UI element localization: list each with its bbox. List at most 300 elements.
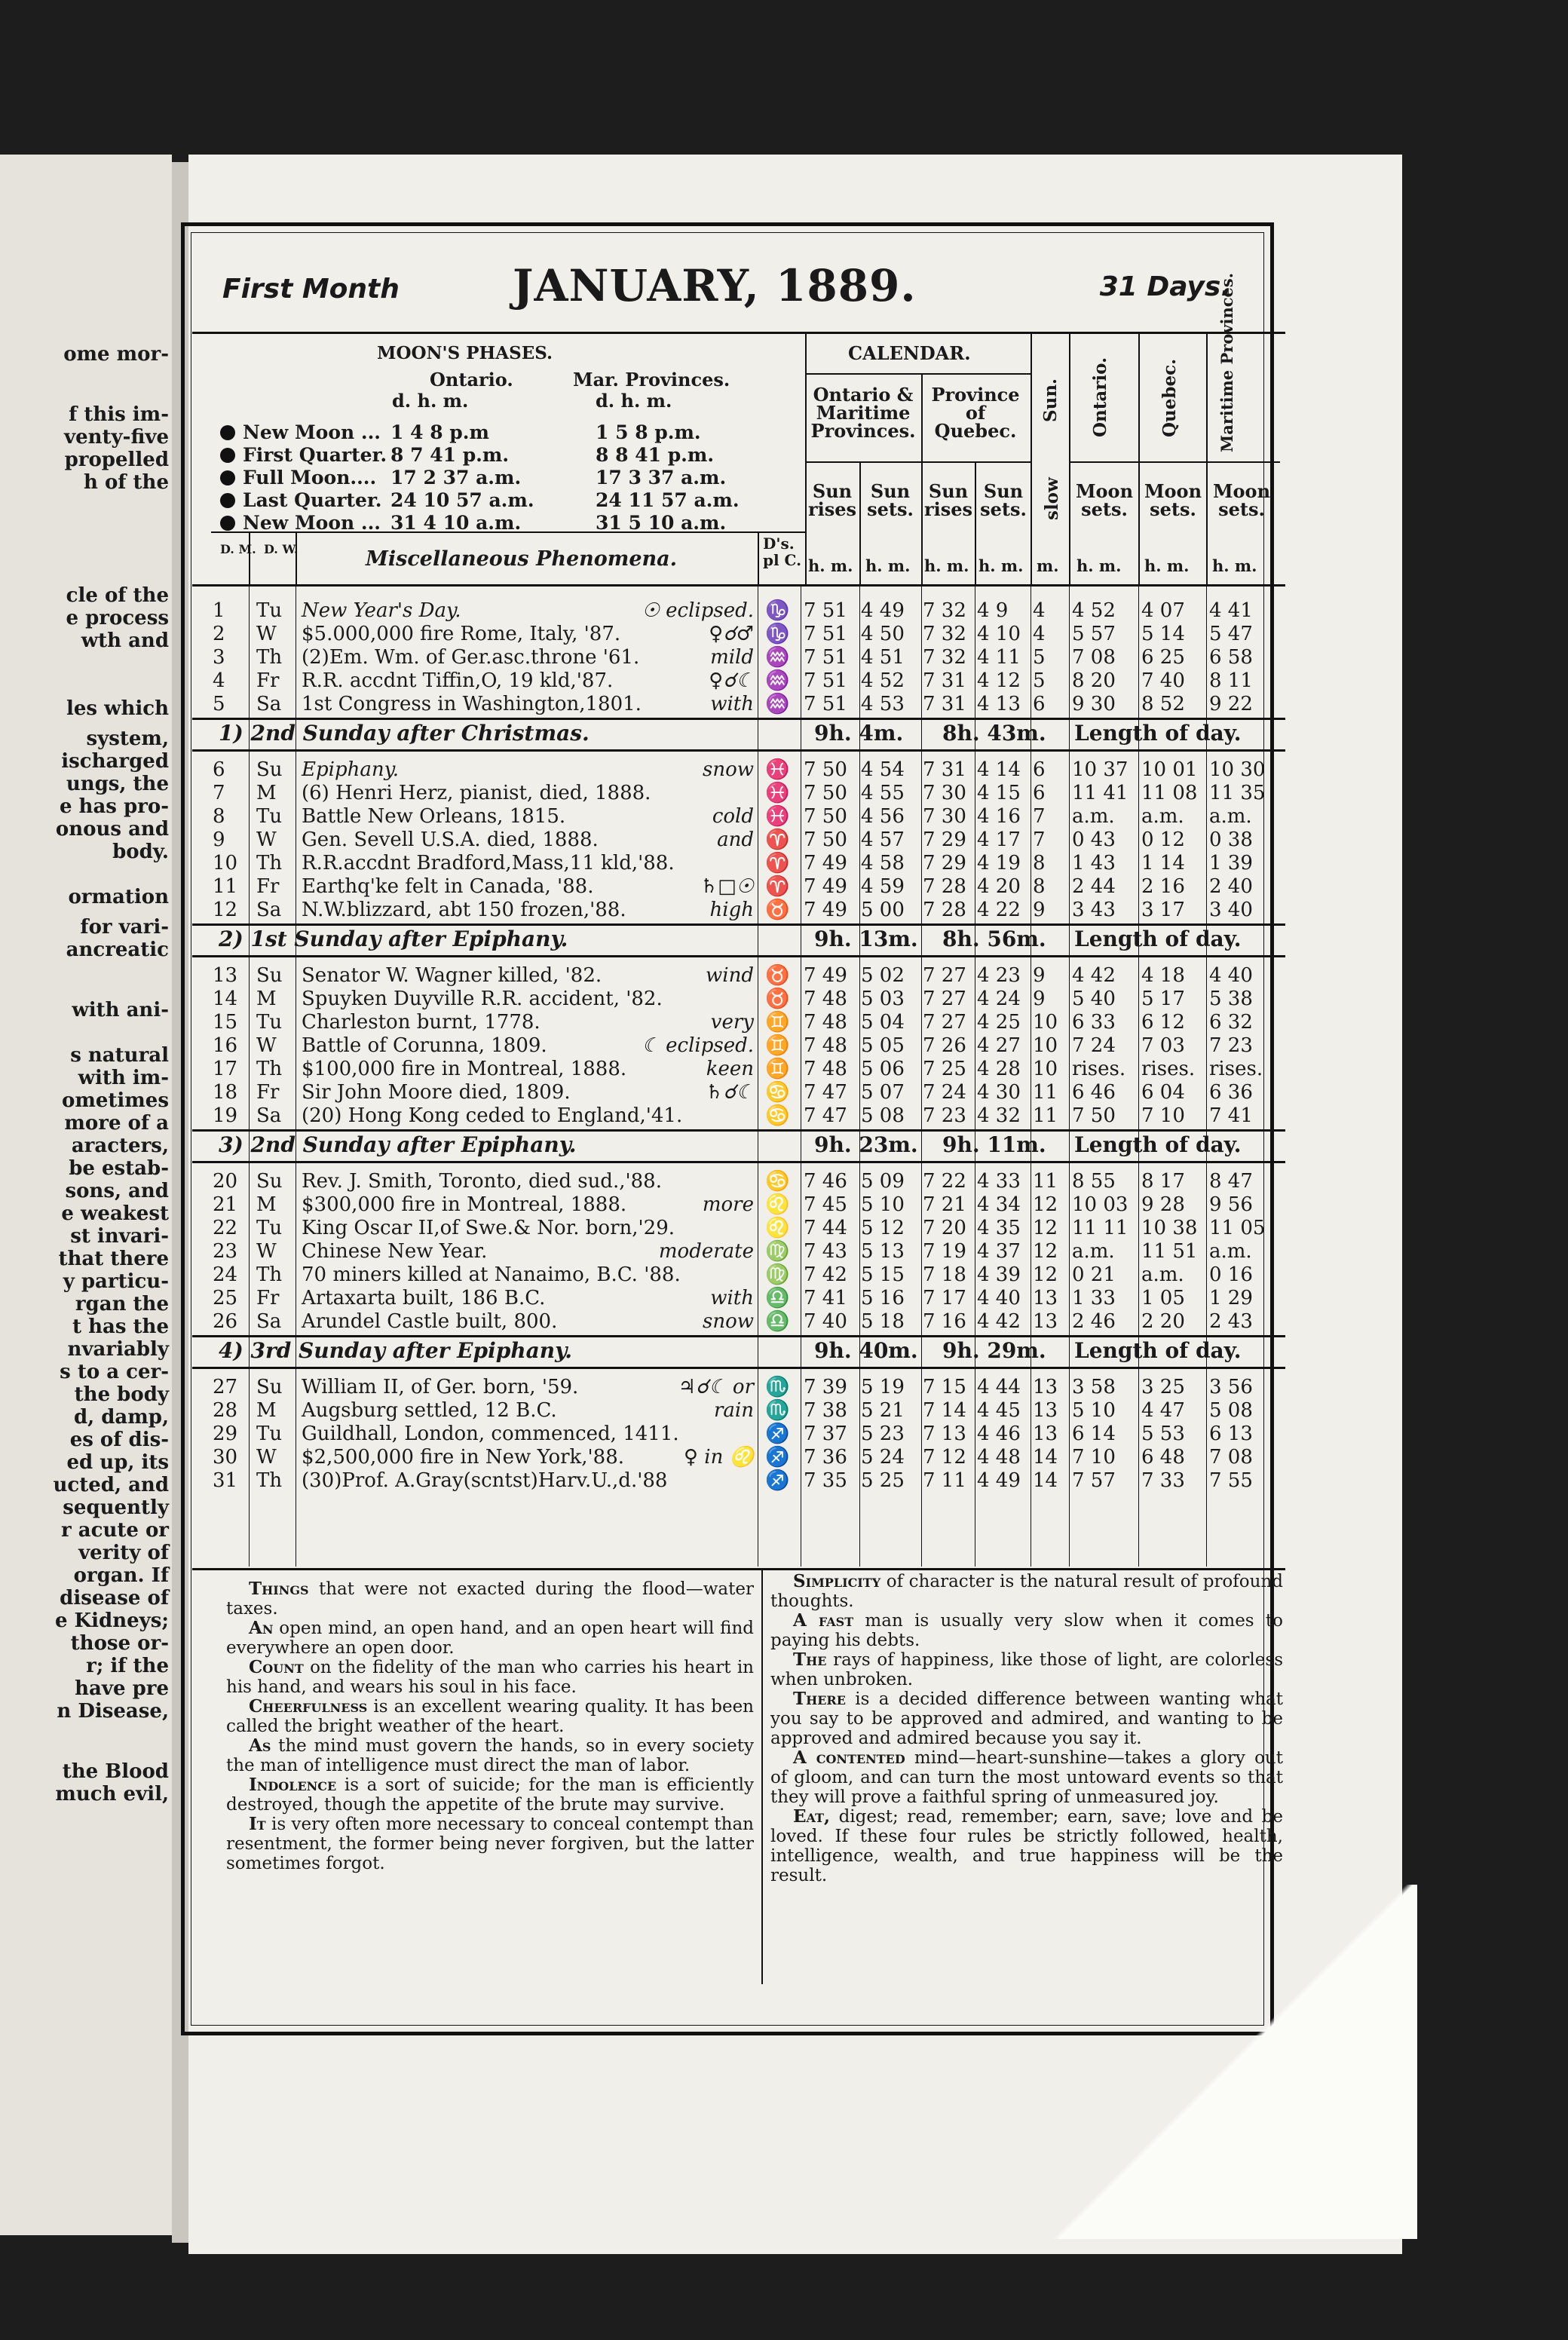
moon-phase-mar-time: 8 8 41 p.m. bbox=[596, 444, 715, 466]
day-row bbox=[211, 988, 1297, 1010]
day-length-label: Length of day. bbox=[1074, 1132, 1242, 1157]
cell-ss2: 4 11 bbox=[977, 646, 1021, 669]
cell-sr2: 7 21 bbox=[923, 1193, 966, 1216]
note-paragraph bbox=[226, 1815, 754, 1873]
sun-rises-2: Sun rises bbox=[923, 480, 973, 520]
cell-dm: 29 bbox=[213, 1423, 238, 1445]
day-row bbox=[211, 1423, 1297, 1445]
calendar-title: CALENDAR. bbox=[848, 342, 971, 364]
cell-pl: ♎ bbox=[765, 1310, 790, 1333]
cell-mo: 11 41 bbox=[1072, 782, 1129, 804]
cell-slow: 7 bbox=[1033, 805, 1046, 828]
cell-mq: 5 14 bbox=[1141, 623, 1185, 645]
left-page-text-line: ucted, and bbox=[53, 1474, 169, 1496]
cell-mo: 1 33 bbox=[1072, 1287, 1116, 1309]
cell-sr1: 7 37 bbox=[804, 1423, 847, 1445]
hm-4: h. m. bbox=[978, 556, 1024, 575]
cell-slow: 4 bbox=[1033, 623, 1046, 645]
cell-text: Rev. J. Smith, Toronto, died sud.,'88. bbox=[302, 1170, 662, 1193]
left-page-text-line: for vari- bbox=[80, 916, 169, 939]
cell-sr2: 7 29 bbox=[923, 828, 966, 851]
cell-dw: Fr bbox=[256, 1081, 280, 1104]
cell-mm: 7 55 bbox=[1209, 1469, 1253, 1492]
cell-mq: 6 48 bbox=[1141, 1446, 1185, 1469]
cell-pl: ♊ bbox=[765, 1034, 790, 1057]
left-page-text-line: ungs, the bbox=[66, 773, 169, 795]
cell-mm: 6 32 bbox=[1209, 1011, 1253, 1034]
cell-ss2: 4 13 bbox=[977, 693, 1021, 715]
left-page-text-line: h of the bbox=[84, 471, 169, 494]
cell-mm: 9 56 bbox=[1209, 1193, 1253, 1216]
cell-mo: 7 10 bbox=[1072, 1446, 1116, 1469]
cell-slow: 11 bbox=[1033, 1081, 1058, 1104]
cell-tail: wind bbox=[706, 964, 754, 987]
cell-ss2: 4 14 bbox=[977, 758, 1021, 781]
cell-dm: 18 bbox=[213, 1081, 238, 1104]
left-page-text-line: n Disease, bbox=[57, 1700, 169, 1723]
cell-slow: 10 bbox=[1033, 1058, 1058, 1080]
cell-text: Guildhall, London, commenced, 1411. bbox=[302, 1423, 679, 1445]
maritime-heading: Maritime Provinces. bbox=[1217, 272, 1236, 452]
cell-ss1: 5 16 bbox=[861, 1287, 905, 1309]
cell-slow: 7 bbox=[1033, 828, 1046, 851]
cell-tail: ♄□☉ bbox=[700, 875, 754, 898]
cell-mq: 2 16 bbox=[1141, 875, 1185, 898]
cell-ss2: 4 20 bbox=[977, 875, 1021, 898]
cell-slow: 13 bbox=[1033, 1287, 1058, 1309]
cell-mq: 11 51 bbox=[1141, 1240, 1198, 1263]
note-text: is a sort of suicide; for the man is efficiently destroyed, though the appetite of the brute may survive. bbox=[226, 1775, 754, 1815]
dm-head: D. M. bbox=[220, 542, 256, 556]
moon-phase-mar-time: 31 5 10 a.m. bbox=[596, 512, 727, 534]
dpl-head: D's. pl C. bbox=[763, 534, 802, 569]
cell-sr1: 7 36 bbox=[804, 1446, 847, 1469]
cell-ss2: 4 16 bbox=[977, 805, 1021, 828]
cell-mq: 10 01 bbox=[1141, 758, 1198, 781]
cell-ss1: 5 24 bbox=[861, 1446, 905, 1469]
cell-text: R.R.accdnt Bradford,Mass,11 kld,'88. bbox=[302, 852, 675, 874]
cell-sr1: 7 51 bbox=[804, 669, 847, 692]
cell-mo: 0 43 bbox=[1072, 828, 1116, 851]
cell-slow: 14 bbox=[1033, 1446, 1058, 1469]
cell-pl: ♌ bbox=[765, 1193, 790, 1216]
cell-mo: 7 08 bbox=[1072, 646, 1116, 669]
cell-mq: 0 12 bbox=[1141, 828, 1185, 851]
cell-dm: 1 bbox=[213, 599, 225, 622]
cell-text: Gen. Sevell U.S.A. died, 1888. bbox=[302, 828, 599, 851]
left-page-text-line: organ. If bbox=[73, 1564, 169, 1587]
cell-sr2: 7 31 bbox=[923, 758, 966, 781]
cell-mm: 7 41 bbox=[1209, 1104, 1253, 1127]
day-row bbox=[211, 1446, 1297, 1469]
cell-ss1: 4 55 bbox=[861, 782, 905, 804]
moon-phase-ontario-time: 31 4 10 a.m. bbox=[390, 512, 522, 534]
cell-ss1: 4 52 bbox=[861, 669, 905, 692]
cell-sr2: 7 28 bbox=[923, 875, 966, 898]
cell-dw: W bbox=[256, 1034, 277, 1057]
note-lead: A contented bbox=[793, 1747, 905, 1768]
cell-dm: 14 bbox=[213, 988, 238, 1010]
cell-mm: 1 29 bbox=[1209, 1287, 1253, 1309]
cell-ss2: 4 27 bbox=[977, 1034, 1021, 1057]
cell-mm: 9 22 bbox=[1209, 693, 1253, 715]
cell-tail: ☉ eclipsed. bbox=[642, 599, 754, 622]
cell-mo: 0 21 bbox=[1072, 1263, 1116, 1286]
note-lead: Cheerfulness bbox=[249, 1696, 368, 1717]
cell-pl: ♋ bbox=[765, 1170, 790, 1193]
left-page-text-line: d, damp, bbox=[73, 1406, 169, 1429]
day-row bbox=[211, 805, 1297, 828]
cell-ss1: 5 18 bbox=[861, 1310, 905, 1333]
cell-ss1: 5 25 bbox=[861, 1469, 905, 1492]
day-row bbox=[211, 693, 1297, 715]
cell-ss2: 4 12 bbox=[977, 669, 1021, 692]
left-page-text-line: with im- bbox=[78, 1067, 169, 1089]
cell-pl: ♐ bbox=[765, 1469, 790, 1492]
cell-sr1: 7 48 bbox=[804, 1011, 847, 1034]
left-page-text-line: the Blood bbox=[62, 1760, 169, 1783]
cell-sr2: 7 31 bbox=[923, 669, 966, 692]
cell-mm: 6 58 bbox=[1209, 646, 1253, 669]
cell-dw: Tu bbox=[256, 1011, 283, 1034]
left-page-text-line: e has pro- bbox=[59, 795, 169, 818]
cell-text: (6) Henri Herz, pianist, died, 1888. bbox=[302, 782, 651, 804]
day-row bbox=[211, 1310, 1297, 1333]
misc-head: Miscellaneous Phenomena. bbox=[366, 547, 678, 571]
cell-pl: ♐ bbox=[765, 1423, 790, 1445]
cell-pl: ♐ bbox=[765, 1446, 790, 1469]
cell-dm: 28 bbox=[213, 1399, 238, 1422]
calendar-divider bbox=[805, 332, 807, 584]
left-page-text-line: es of dis- bbox=[69, 1429, 169, 1451]
cell-dm: 12 bbox=[213, 899, 238, 921]
cell-sr1: 7 39 bbox=[804, 1376, 847, 1398]
month-label: First Month bbox=[222, 274, 400, 305]
cell-text: Charleston burnt, 1778. bbox=[302, 1011, 541, 1034]
cell-tail: ♃☌☾ or bbox=[678, 1376, 754, 1398]
cell-text: Chinese New Year. bbox=[302, 1240, 488, 1263]
cell-pl: ♋ bbox=[765, 1081, 790, 1104]
cell-tail: mild bbox=[710, 646, 754, 669]
cell-mo: 10 37 bbox=[1072, 758, 1129, 781]
cell-dm: 17 bbox=[213, 1058, 238, 1080]
note-text: is very often more necessary to conceal contempt than resentment, the former being never forgiven, but the latter sometimes forgot. bbox=[226, 1815, 754, 1873]
cell-sr1: 7 49 bbox=[804, 852, 847, 874]
note-paragraph bbox=[226, 1775, 754, 1815]
cell-ss1: 4 56 bbox=[861, 805, 905, 828]
cell-tail: ♀☌☾ bbox=[709, 669, 754, 692]
cell-mo: 6 46 bbox=[1072, 1081, 1116, 1104]
cell-mm: 4 41 bbox=[1209, 599, 1253, 622]
cell-tail: keen bbox=[706, 1058, 754, 1080]
cell-pl: ♊ bbox=[765, 1058, 790, 1080]
cell-tail: ♀ in ♌ bbox=[684, 1446, 754, 1469]
cell-sr1: 7 48 bbox=[804, 1058, 847, 1080]
cell-ss2: 4 9 bbox=[977, 599, 1009, 622]
cell-slow: 12 bbox=[1033, 1240, 1058, 1263]
quebec-moon-heading: Quebec. bbox=[1159, 358, 1180, 437]
cell-ss1: 5 19 bbox=[861, 1376, 905, 1398]
cell-ss2: 4 28 bbox=[977, 1058, 1021, 1080]
cell-slow: 13 bbox=[1033, 1376, 1058, 1398]
cell-text: 70 miners killed at Nanaimo, B.C. '88. bbox=[302, 1263, 681, 1286]
cell-text: Sir John Moore died, 1809. bbox=[302, 1081, 571, 1104]
cell-ss2: 4 46 bbox=[977, 1423, 1021, 1445]
cell-dw: W bbox=[256, 1240, 277, 1263]
note-lead: Count bbox=[249, 1657, 304, 1677]
left-facing-page bbox=[0, 155, 172, 2235]
cell-pl: ♑ bbox=[765, 623, 790, 645]
day-row bbox=[211, 1376, 1297, 1398]
cell-dm: 4 bbox=[213, 669, 225, 692]
cell-sr1: 7 51 bbox=[804, 646, 847, 669]
ontario-heading: Ontario. bbox=[1090, 357, 1110, 437]
note-paragraph bbox=[770, 1611, 1283, 1650]
left-page-text-line: e process bbox=[66, 607, 169, 629]
cell-mo: 2 44 bbox=[1072, 875, 1116, 898]
note-paragraph bbox=[226, 1579, 754, 1619]
hm-1: h. m. bbox=[808, 556, 853, 575]
cell-sr1: 7 51 bbox=[804, 599, 847, 622]
note-lead: Simplicity bbox=[793, 1571, 881, 1591]
cell-ss2: 4 34 bbox=[977, 1193, 1021, 1216]
cell-mm: 4 40 bbox=[1209, 964, 1253, 987]
cell-tail: snow bbox=[703, 1310, 754, 1333]
left-page-text-line: cle of the bbox=[66, 584, 169, 607]
cell-pl: ♈ bbox=[765, 828, 790, 851]
cell-sr1: 7 50 bbox=[804, 828, 847, 851]
left-page-text-line: the body bbox=[74, 1383, 169, 1406]
cell-text: Artaxarta built, 186 B.C. bbox=[302, 1287, 546, 1309]
cell-tail: ♀☌♂ bbox=[709, 623, 754, 645]
day-row bbox=[211, 599, 1297, 622]
cell-dw: M bbox=[256, 1193, 277, 1216]
cell-dm: 9 bbox=[213, 828, 225, 851]
left-page-text-line: ed up, its bbox=[66, 1451, 169, 1474]
left-page-text-line: e Kidneys; bbox=[54, 1610, 169, 1632]
day-row bbox=[211, 964, 1297, 987]
cell-dm: 27 bbox=[213, 1376, 238, 1398]
left-page-text-line: sequently bbox=[63, 1496, 169, 1519]
cell-dw: Tu bbox=[256, 599, 283, 622]
cell-pl: ♍ bbox=[765, 1263, 790, 1286]
cell-ss1: 5 04 bbox=[861, 1011, 905, 1034]
cell-mo: 2 46 bbox=[1072, 1310, 1116, 1333]
cell-mq: 2 20 bbox=[1141, 1310, 1185, 1333]
cell-mm: 2 43 bbox=[1209, 1310, 1253, 1333]
cell-dw: Su bbox=[256, 758, 283, 781]
cell-sr2: 7 30 bbox=[923, 782, 966, 804]
cell-mo: a.m. bbox=[1072, 805, 1115, 828]
cell-mo: 7 24 bbox=[1072, 1034, 1116, 1057]
cell-slow: 12 bbox=[1033, 1193, 1058, 1216]
cell-slow: 13 bbox=[1033, 1399, 1058, 1422]
cell-slow: 6 bbox=[1033, 758, 1046, 781]
day-row bbox=[211, 1058, 1297, 1080]
day-row bbox=[211, 1240, 1297, 1263]
cell-mm: 11 05 bbox=[1209, 1217, 1266, 1239]
cell-pl: ♒ bbox=[765, 693, 790, 715]
cell-dm: 22 bbox=[213, 1217, 238, 1239]
note-text: is a decided difference between wanting what you say to be approved and admired, and wanting to be approved and admired because you say it. bbox=[770, 1689, 1283, 1748]
left-page-text-line: that there bbox=[58, 1248, 169, 1270]
cell-slow: 13 bbox=[1033, 1423, 1058, 1445]
cell-dw: Su bbox=[256, 1170, 283, 1193]
note-paragraph bbox=[226, 1736, 754, 1775]
day-row bbox=[211, 1081, 1297, 1104]
day-row bbox=[211, 875, 1297, 898]
slow-heading: slow bbox=[1042, 477, 1062, 520]
cell-pl: ♎ bbox=[765, 1287, 790, 1309]
day-length-quebec: 9h. 29m. bbox=[942, 1338, 1046, 1363]
cell-slow: 5 bbox=[1033, 669, 1046, 692]
cell-sr1: 7 40 bbox=[804, 1310, 847, 1333]
cell-sr1: 7 41 bbox=[804, 1287, 847, 1309]
cell-pl: ♉ bbox=[765, 899, 790, 921]
cell-text: Senator W. Wagner killed, '82. bbox=[302, 964, 602, 987]
cell-text: N.W.blizzard, abt 150 frozen,'88. bbox=[302, 899, 626, 921]
quebec-heading: Province of Quebec. bbox=[931, 384, 1020, 442]
cell-sr1: 7 43 bbox=[804, 1240, 847, 1263]
moon-phase-ontario-time: 1 4 8 p.m bbox=[390, 421, 489, 443]
note-text: is an excellent wearing quality. It has been called the bright weather of the heart. bbox=[226, 1697, 754, 1736]
cell-sr1: 7 49 bbox=[804, 964, 847, 987]
note-lead: The bbox=[793, 1649, 827, 1670]
m-head: m. bbox=[1037, 556, 1059, 575]
cell-mo: 3 58 bbox=[1072, 1376, 1116, 1398]
cell-dm: 11 bbox=[213, 875, 238, 898]
cell-sr2: 7 32 bbox=[923, 646, 966, 669]
note-paragraph bbox=[226, 1658, 754, 1697]
day-row bbox=[211, 1263, 1297, 1286]
cell-slow: 8 bbox=[1033, 875, 1046, 898]
day-row bbox=[211, 852, 1297, 874]
cell-dm: 2 bbox=[213, 623, 225, 645]
table-top-rule bbox=[192, 584, 1285, 587]
cell-dm: 19 bbox=[213, 1104, 238, 1127]
cell-dm: 24 bbox=[213, 1263, 238, 1286]
left-page-text-line: ischarged bbox=[61, 750, 169, 773]
cell-ss1: 5 05 bbox=[861, 1034, 905, 1057]
left-page-text-line: much evil, bbox=[55, 1783, 169, 1806]
moon-sets-quebec: Moon sets. bbox=[1144, 480, 1202, 520]
cell-ss1: 5 09 bbox=[861, 1170, 905, 1193]
cell-dw: Sa bbox=[256, 899, 282, 921]
cell-sr1: 7 50 bbox=[804, 782, 847, 804]
cell-sr2: 7 22 bbox=[923, 1170, 966, 1193]
hm-5: h. m. bbox=[1076, 556, 1122, 575]
cell-ss1: 5 06 bbox=[861, 1058, 905, 1080]
cell-ss1: 4 57 bbox=[861, 828, 905, 851]
cell-ss2: 4 25 bbox=[977, 1011, 1021, 1034]
cell-dm: 25 bbox=[213, 1287, 238, 1309]
note-paragraph bbox=[226, 1619, 754, 1658]
cell-slow: 13 bbox=[1033, 1310, 1058, 1333]
cell-dm: 31 bbox=[213, 1469, 238, 1492]
cell-sr2: 7 27 bbox=[923, 988, 966, 1010]
cell-sr1: 7 38 bbox=[804, 1399, 847, 1422]
cell-mq: 9 28 bbox=[1141, 1193, 1185, 1216]
cell-mm: 8 47 bbox=[1209, 1170, 1253, 1193]
cell-sr1: 7 49 bbox=[804, 899, 847, 921]
cell-tail: ☾ eclipsed. bbox=[642, 1034, 754, 1057]
left-page-text-line: those or- bbox=[70, 1632, 169, 1655]
cell-mo: a.m. bbox=[1072, 1240, 1115, 1263]
left-page-text-line: venty-five bbox=[63, 426, 169, 449]
cell-sr1: 7 50 bbox=[804, 805, 847, 828]
cell-slow: 6 bbox=[1033, 693, 1046, 715]
notes-right bbox=[770, 1572, 1283, 1885]
note-lead: Indolence bbox=[249, 1775, 337, 1795]
cell-text: $100,000 fire in Montreal, 1888. bbox=[302, 1058, 627, 1080]
cell-mo: 4 52 bbox=[1072, 599, 1116, 622]
cell-text: King Oscar II,of Swe.& Nor. born,'29. bbox=[302, 1217, 675, 1239]
cell-ss2: 4 35 bbox=[977, 1217, 1021, 1239]
cell-sr2: 7 25 bbox=[923, 1058, 966, 1080]
left-page-text-line: ometimes bbox=[62, 1089, 169, 1112]
cell-mq: 3 17 bbox=[1141, 899, 1185, 921]
left-page-text-line: disease of bbox=[60, 1587, 169, 1610]
cell-dw: M bbox=[256, 782, 277, 804]
moon-phase-icon bbox=[220, 425, 235, 440]
left-page-text-line: propelled bbox=[64, 449, 169, 471]
cell-dm: 15 bbox=[213, 1011, 238, 1034]
cell-mm: 6 36 bbox=[1209, 1081, 1253, 1104]
cell-slow: 6 bbox=[1033, 782, 1046, 804]
sunday-label: 3) 2nd Sunday after Epiphany. bbox=[219, 1132, 577, 1157]
cell-text: $2,500,000 fire in New York,'88. bbox=[302, 1446, 625, 1469]
cell-slow: 10 bbox=[1033, 1011, 1058, 1034]
cell-mo: rises. bbox=[1072, 1058, 1126, 1080]
sun-heading: Sun. bbox=[1040, 378, 1061, 422]
note-text: man is usually very slow when it comes to paying his debts. bbox=[770, 1611, 1283, 1650]
cell-slow: 9 bbox=[1033, 899, 1046, 921]
cell-sr2: 7 11 bbox=[923, 1469, 966, 1492]
cell-pl: ♓ bbox=[765, 758, 790, 781]
cell-text: (2)Em. Wm. of Ger.asc.throne '61. bbox=[302, 646, 640, 669]
cell-sr1: 7 49 bbox=[804, 875, 847, 898]
note-text: digest; read, remember; earn, save; love and be loved. If these four rules be strictly followed, health, intelligence, wealth, and true happiness will be the result. bbox=[770, 1807, 1283, 1885]
note-paragraph bbox=[770, 1650, 1283, 1689]
cell-dm: 20 bbox=[213, 1170, 238, 1193]
cell-pl: ♏ bbox=[765, 1376, 790, 1398]
left-page-text-line: ancreatic bbox=[66, 939, 169, 961]
cell-mq: 8 52 bbox=[1141, 693, 1185, 715]
cell-text: (30)Prof. A.Gray(scntst)Harv.U.,d.'88 bbox=[302, 1469, 668, 1492]
cell-slow: 9 bbox=[1033, 988, 1046, 1010]
cell-slow: 10 bbox=[1033, 1034, 1058, 1057]
cell-text: Battle of Corunna, 1809. bbox=[302, 1034, 547, 1057]
cell-tail: with bbox=[710, 693, 754, 715]
folded-corner bbox=[1040, 1885, 1417, 2239]
cell-slow: 5 bbox=[1033, 646, 1046, 669]
cell-dm: 5 bbox=[213, 693, 225, 715]
cell-text: 1st Congress in Washington,1801. bbox=[302, 693, 642, 715]
cell-sr2: 7 12 bbox=[923, 1446, 966, 1469]
left-page-text-line: s natural bbox=[70, 1044, 169, 1067]
left-page-text-line: r acute or bbox=[61, 1519, 169, 1542]
cell-mm: 7 08 bbox=[1209, 1446, 1253, 1469]
note-lead: Things bbox=[249, 1579, 309, 1599]
cell-text: Epiphany. bbox=[302, 758, 400, 781]
cell-mq: 1 05 bbox=[1141, 1287, 1185, 1309]
cell-pl: ♉ bbox=[765, 988, 790, 1010]
cell-dw: Th bbox=[256, 1058, 283, 1080]
cell-dw: Th bbox=[256, 646, 283, 669]
sunday-row bbox=[211, 927, 1297, 952]
cell-ss2: 4 37 bbox=[977, 1240, 1021, 1263]
note-lead: It bbox=[249, 1814, 266, 1834]
